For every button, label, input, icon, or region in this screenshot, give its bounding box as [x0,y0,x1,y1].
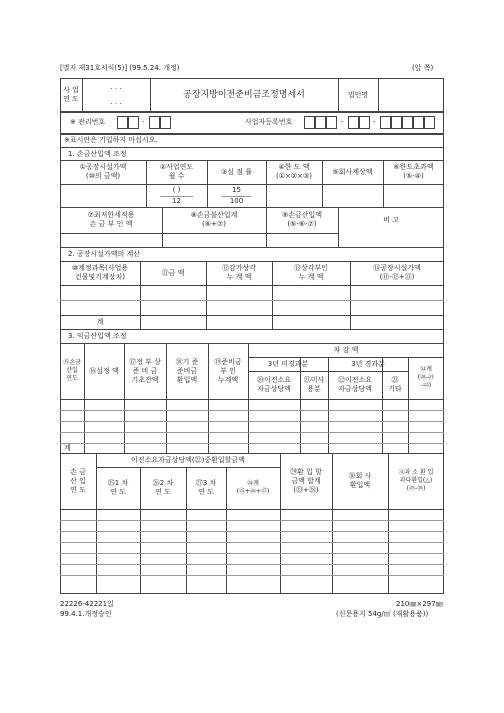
col-standard-reversal: ⑱기 준 준비금 환입액 [175,357,199,384]
col-factory-value-result: ⑭공장시설가액 (⑪-⑫+⑬) [373,264,421,281]
bizno-box-9[interactable] [413,116,424,129]
instruction-note: ※표시란은 기입하지 마십시오. [64,136,158,144]
col-set-amount: ⑯설정 액 [89,366,119,375]
over-three-years-header: 3년 경과분 [351,359,385,368]
col-relocation-fund-b: ㉒이전소요 자금상당액 [337,376,373,393]
col-over-limit: ⑥한도초과액 (⑤-④) [393,163,434,180]
col-year-2: ㉖2 차 연 도 [152,479,174,496]
col-relocation-fund-a: ⑳이전소요 자금상당액 [256,376,292,393]
col-company-reversal: ㉚회 사 환입액 [348,472,372,489]
col-accumulated-depreciation: ⑫감가상각 누 계 액 [221,264,257,281]
bizno-box-3[interactable] [326,116,337,129]
col-deduction-year: ⑮손금 산입 연도 [63,359,81,382]
section2-total-label: 계 [96,318,104,326]
section1-heading: 1. 손금산입액 조정 [68,150,127,158]
col-amount: ⑪금 액 [161,268,185,277]
months-denominator: 12 [172,197,181,205]
col-company-amount: ⑤회사계상액 [332,167,373,176]
section4-deduction-year: 손 금 산 입 연 도 [70,467,86,494]
col-reserve-denial: ⑲준비금 부 인 누계액 [214,357,242,384]
col-under-over-reversal: ㉛과 소 환 입 과다환입(△) (㉙-㉚) [398,469,434,492]
corporation-name-label: 법인명 [347,90,369,99]
col-factory-facility-value: ①공장시설가액 (⑩의 금액) [79,163,127,180]
col-other: ㉓ 기타 [388,376,402,393]
bizno-box-1[interactable] [304,116,315,129]
period-start-date[interactable]: . . . [110,83,122,91]
deduction-group-header: 차 감 액 [333,345,359,354]
col-depreciation-denial: ⑬상각부인 누 계 액 [293,264,329,281]
rate-denominator: 100 [229,197,244,205]
col-year-3: ㉗3 차 연 도 [195,479,217,496]
management-number-box-2[interactable] [128,116,139,129]
reversal-group-header: 이전소요자금상당액(㉒)중환입할금액 [131,455,245,464]
col-minimum-tax-denial: ⑦최저한세적용 손 금 부 인 액 [87,211,135,228]
management-number-box-3[interactable] [149,116,160,129]
footer-form-code: 22226-42221일 [60,600,114,608]
footer-paper-size: 210㎜×297㎜ [396,600,443,608]
col-business-months: ②사업연도 월 수 [159,163,194,180]
col-reversal-sum: ㉘계 (㉕+㉖+㉗) [236,480,270,495]
bizno-box-2[interactable] [315,116,326,129]
col-account-title: ⑩계정과목(사업용 건물및기계장치) [71,264,129,281]
bizno-box-5[interactable] [359,116,370,129]
bizno-box-8[interactable] [402,116,413,129]
col-sum: ㉔계 (⑳-㉑ -㉒) [417,366,435,389]
business-year-label: 사 업 연 도 [63,86,79,103]
col-limit-amount: ④한 도 액 (①×②×③) [275,163,313,180]
rate-numerator: 15 [232,186,241,194]
col-non-deductible-total: ⑧손금불산입계 (⑥+⑦) [190,211,238,228]
col-remarks: 비 고 [383,215,399,224]
footer-approval: 99.4.1.개정승인 [60,610,112,618]
document-title: 공장지방이전준비금조정명세서 [183,89,305,100]
col-unused: ㉑미사 용분 [303,376,325,393]
col-rate: ③실 점 률 [220,167,252,176]
section2-heading: 2. 공장시설가액의 계산 [68,250,140,258]
col-reversal-total: ㉙환 입 할 금액 합계 (㉓+㉘) [290,467,322,494]
management-number-box-4[interactable] [160,116,171,129]
bizno-box-7[interactable] [391,116,402,129]
management-number-box-1[interactable] [117,116,128,129]
bizno-box-6[interactable] [380,116,391,129]
bizno-box-10[interactable] [424,116,435,129]
section3-heading: 3. 익금산입액 조정 [68,332,127,340]
col-opening-balance: ⑰정 부 상 준 비 금 기초잔액 [129,357,161,384]
management-number-label: ※ 관리번호 [70,118,106,126]
page-side-label: (앞 쪽) [412,64,434,72]
under-three-years-header: 3년 미경과분 [267,359,309,368]
section3-total-label: 계 [64,444,71,452]
footer-paper-type: (신문용지 54g/㎡ (재활용품)) [336,610,429,618]
corporation-name-field[interactable] [378,78,444,112]
months-numerator[interactable]: ( ) [172,186,181,194]
col-deductible-amount: ⑨손금산입액 (⑤-⑥-⑦) [281,211,323,228]
form-number: [별지 제31호서식(5)] (99.5.24. 개정) [60,64,180,72]
col-year-1: ㉕1 차 연 도 [107,479,129,496]
business-registration-label: 사업자등록번호 [245,118,293,126]
period-end-date[interactable]: . . . [110,98,122,106]
bizno-box-4[interactable] [348,116,359,129]
